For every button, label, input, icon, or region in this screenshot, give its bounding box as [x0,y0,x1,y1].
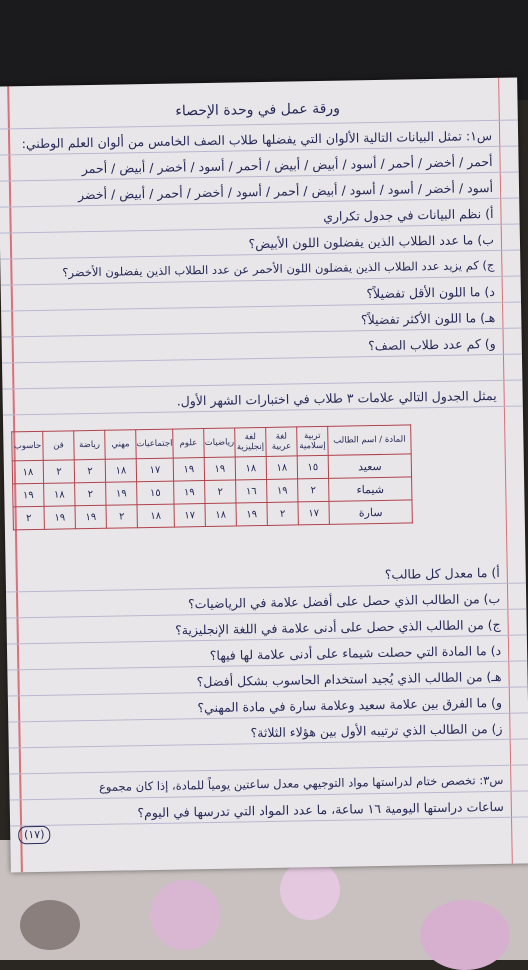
question-item: و) كم عدد طلاب الصف؟ [368,335,496,354]
grade-cell: ١٨ [105,459,136,483]
grade-cell: ١٨ [44,483,75,507]
grade-cell: ٢ [267,502,298,526]
question-3-line: ساعات دراستها اليومية ١٦ ساعة، ما عدد المواد التي تدرسها في اليوم؟ [137,798,504,821]
grade-cell: ١٩ [13,483,44,507]
grade-cell: ١٩ [75,505,106,529]
subject-header: لغة إنجليزية [235,427,267,457]
grade-cell: ١٥ [137,481,174,505]
question-item: د) ما اللون الأقل تفضيلاً؟ [366,283,495,302]
grade-cell: ٢ [74,459,105,483]
pattern-circle [150,880,220,950]
question-item: هـ) ما اللون الأكثر تفضيلاً؟ [360,309,496,328]
subject-header: رياضة [74,430,106,460]
pattern-circle [280,860,340,920]
question-item: هـ) من الطالب الذي يُجيد استخدام الحاسوب بشكل أفضل؟ [196,668,502,690]
subject-header: اجتماعيات [136,429,173,459]
subject-header: رياضيات [204,428,236,458]
table-corner-header: المادة / اسم الطالب [328,425,412,455]
grade-cell: ٢ [43,460,74,484]
subject-header: مهني [105,430,137,460]
question-1-intro: س١: تمثل البيانات التالية الألوان التي يفضلها طلاب الصف الخامس من ألوان العلم الوطني: [21,127,493,152]
grade-cell: ١٩ [236,502,267,526]
question-item: د) ما المادة التي حصلت شيماء على أدنى علامة لها فيها؟ [209,642,502,663]
question-item: ز) من الطالب الذي ترتيبه الأول بين هؤلاء الثلاثة؟ [250,720,503,741]
grade-cell: ١٨ [266,456,297,480]
pattern-circle [20,900,80,950]
grade-cell: ١٦ [236,479,267,503]
page-title: ورقة عمل في وحدة الإحصاء [175,100,341,120]
question-item: ج) من الطالب الذي حصل على أدنى علامة في اللغة الإنجليزية؟ [174,616,501,638]
grade-cell: ٢ [106,505,137,529]
grade-cell: ١٧ [298,501,329,525]
student-name: شيماء [329,477,412,501]
subject-header: حاسوب [12,431,44,461]
subject-header: لغة عربية [266,427,298,457]
subject-header: تربية إسلامية [297,426,329,456]
grade-cell: ١٨ [205,503,236,527]
table-intro: يمثل الجدول التالي علامات ٣ طلاب في اختبارات الشهر الأول. [176,387,497,409]
subject-header: فن [43,431,75,461]
student-name: سعيد [328,454,411,478]
grades-table [11,424,413,530]
colors-data-row: أسود / أخضر / أسود / أسود / أبيض / أحمر / أسود / أخضر / أحمر / أبيض / أخضر [77,179,494,203]
grade-cell: ٢ [298,478,329,502]
question-item: ب) ما عدد الطلاب الذين يفضلون اللون الأبيض؟ [248,231,495,252]
question-item: و) ما الفرق بين علامة سعيد وعلامة سارة في مادة المهني؟ [197,694,503,716]
margin-line [498,78,513,864]
question-item: أ) ما معدل كل طالب؟ [384,564,500,582]
grade-cell: ١٥ [297,455,328,479]
question-item: ب) من الطالب الذي حصل على أفضل علامة في الرياضيات؟ [187,590,501,612]
subject-header: علوم [173,429,205,459]
grade-cell: ١٩ [106,482,137,506]
question-3-line: س٣: تخصص ختام لدراستها مواد التوجيهي معدل ساعتين يومياً للمادة، إذا كان مجموع [98,772,504,794]
grade-cell: ٢ [13,506,44,530]
grade-cell: ١٩ [173,458,204,482]
student-name: سارة [329,500,412,524]
grade-cell: ١٩ [174,481,205,505]
grade-cell: ١٩ [204,457,235,481]
grade-cell: ١٧ [136,458,173,482]
grade-cell: ١٨ [12,460,43,484]
grade-cell: ٢ [75,482,106,506]
colors-data-row: أحمر / أخضر / أحمر / أسود / أبيض / أبيض / أحمر / أسود / أخضر / أبيض / أحمر [81,153,493,177]
grade-cell: ١٨ [137,504,174,528]
grade-cell: ٢ [205,480,236,504]
grade-cell: ١٩ [267,479,298,503]
grade-cell: ١٩ [44,506,75,530]
grade-cell: ١٧ [174,504,205,528]
question-item: أ) نظم البيانات في جدول تكراري [323,205,494,224]
grade-cell: ١٨ [235,456,266,480]
page-number: (١٧) [18,826,50,845]
worksheet-paper [0,78,528,873]
question-item: ج) كم يزيد عدد الطلاب الذين يفضلون اللون الأحمر عن عدد الطلاب الذين يفضلون الأخضر؟ [62,257,495,280]
